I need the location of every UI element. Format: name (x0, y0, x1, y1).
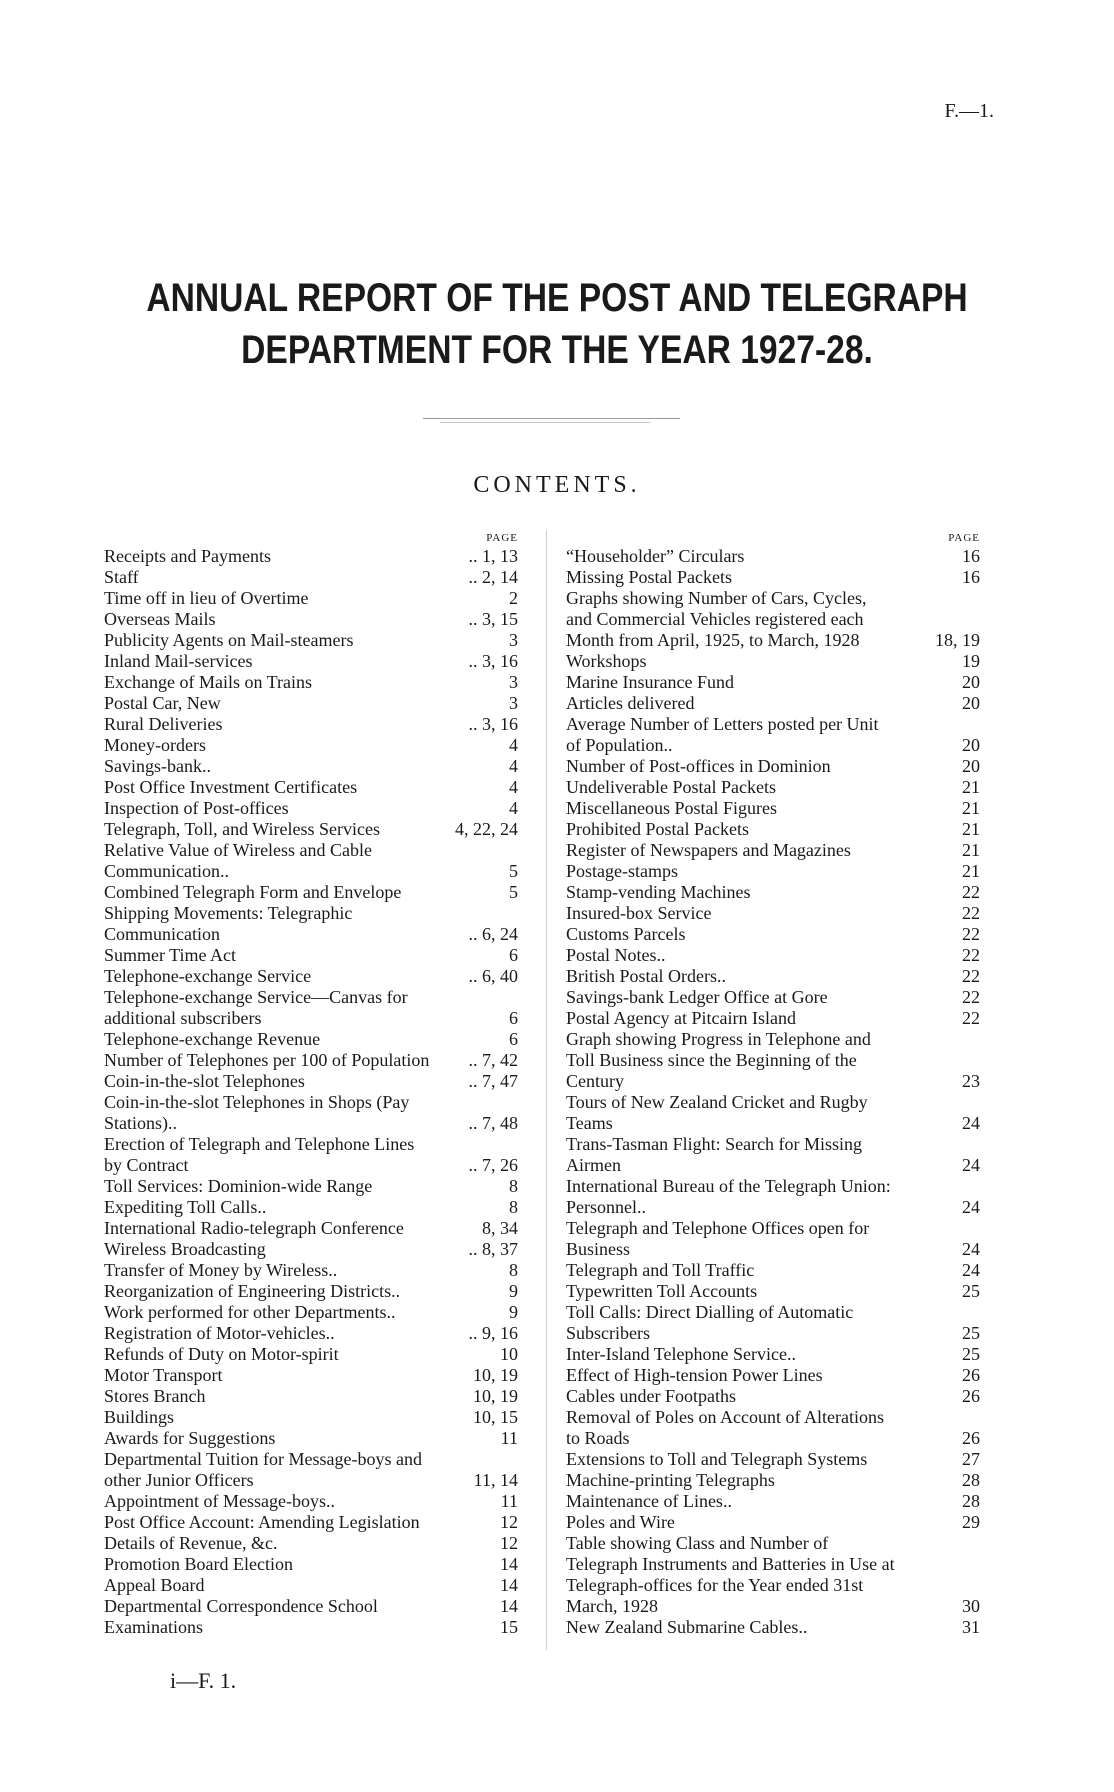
entry-title: Toll Services: Dominion-wide Range (104, 1176, 373, 1196)
entry-title: Inter-Island Telephone Service.. (566, 1344, 796, 1364)
entry-page: 8 (509, 1197, 518, 1217)
entry-title: Postage-stamps (566, 861, 678, 881)
entry-title: Savings-bank Ledger Office at Gore (566, 987, 828, 1007)
entry-page: 28 (962, 1491, 980, 1511)
contents-entry (566, 819, 980, 840)
entry-title: Motor Transport (104, 1365, 223, 1385)
entry-title: Promotion Board Election (104, 1554, 293, 1574)
entry-title: Postal Notes.. (566, 945, 666, 965)
entry-page: 25 (962, 1323, 980, 1343)
contents-entry (104, 840, 518, 882)
entry-title: Publicity Agents on Mail-steamers (104, 630, 354, 650)
column-divider (546, 530, 547, 1650)
contents-entry (566, 924, 980, 945)
entry-title: Prohibited Postal Packets (566, 819, 749, 839)
entry-title: Maintenance of Lines.. (566, 1491, 732, 1511)
page-column-heading: PAGE (948, 532, 980, 544)
entry-page: 10, 15 (473, 1407, 518, 1427)
entry-page: .. 7, 42 (468, 1050, 518, 1070)
contents-entry (104, 966, 518, 987)
contents-entry (566, 567, 980, 588)
contents-entry (566, 714, 980, 756)
contents-entry (566, 1533, 980, 1617)
contents-entry (566, 756, 980, 777)
entry-title: Reorganization of Engineering Districts.. (104, 1281, 401, 1301)
contents-entry (566, 1281, 980, 1302)
entry-title: British Postal Orders.. (566, 966, 726, 986)
entry-title: Miscellaneous Postal Figures (566, 798, 777, 818)
entry-title: Refunds of Duty on Motor-spirit (104, 1344, 339, 1364)
entry-page: 24 (962, 1260, 980, 1280)
contents-entry (104, 588, 518, 609)
entry-title: Post Office Investment Certificates (104, 777, 358, 797)
entry-title: Buildings (104, 1407, 175, 1427)
entry-page: 29 (962, 1512, 980, 1532)
contents-entry (104, 882, 518, 903)
decorative-rule (423, 418, 680, 419)
page-reference: F.—1. (944, 100, 994, 122)
contents-entry (566, 1029, 980, 1092)
entry-title: Stores Branch (104, 1386, 206, 1406)
contents-entry (104, 1239, 518, 1260)
contents-entry (566, 1218, 980, 1260)
contents-entry (104, 1533, 518, 1554)
entry-title: Coin-in-the-slot Telephones (104, 1071, 305, 1091)
entry-title: Expediting Toll Calls.. (104, 1197, 267, 1217)
contents-entry (104, 651, 518, 672)
entry-page: 22 (962, 903, 980, 923)
entry-page: 23 (962, 1071, 980, 1091)
entry-page: 21 (962, 819, 980, 839)
entry-title: Telephone-exchange Service—Canvas for additional subscribers (104, 987, 408, 1028)
entry-title: Graphs showing Number of Cars, Cycles, and Commercial Vehicles registered each Month from April, 1925, to March, 1928 (566, 588, 867, 650)
entry-page: 16 (962, 546, 980, 566)
entry-page: 19 (962, 651, 980, 671)
entry-title: Marine Insurance Fund (566, 672, 734, 692)
contents-entry (104, 756, 518, 777)
entry-page: 5 (509, 861, 518, 881)
entry-title: Coin-in-the-slot Telephones in Shops (Pay Stations).. (104, 1092, 410, 1133)
contents-heading: CONTENTS. (473, 472, 641, 498)
entry-title: New Zealand Submarine Cables.. (566, 1617, 808, 1637)
entry-title: Workshops (566, 651, 647, 671)
entry-page: .. 2, 14 (468, 567, 518, 587)
contents-entry (104, 1386, 518, 1407)
entry-page: 20 (962, 735, 980, 755)
entry-page: 4 (509, 777, 518, 797)
entry-page: 12 (500, 1512, 518, 1532)
entry-page: 5 (509, 882, 518, 902)
contents-entry (104, 1428, 518, 1449)
contents-entry (104, 1197, 518, 1218)
contents-entry (566, 1617, 980, 1638)
entry-title: Postal Agency at Pitcairn Island (566, 1008, 796, 1028)
contents-entry (104, 1512, 518, 1533)
contents-entry (104, 546, 518, 567)
contents-entry (104, 567, 518, 588)
contents-entry (104, 1218, 518, 1239)
entry-title: Average Number of Letters posted per Unit of Population.. (566, 714, 879, 755)
entry-page: 22 (962, 924, 980, 944)
entry-title: Table showing Class and Number of Telegraph Instruments and Batteries in Use at Telegraph-offices for the Year ended 31st March, 1928 (566, 1533, 895, 1616)
entry-page: 22 (962, 987, 980, 1007)
entry-title: Extensions to Toll and Telegraph Systems (566, 1449, 868, 1469)
entry-page: 11, 14 (473, 1470, 518, 1490)
entry-title: Departmental Correspondence School (104, 1596, 378, 1616)
entry-page: 10 (500, 1344, 518, 1364)
entry-title: Inland Mail-services (104, 651, 253, 671)
contents-entry (566, 903, 980, 924)
contents-entry (104, 609, 518, 630)
entry-page: .. 3, 16 (468, 651, 518, 671)
entry-page: 8 (509, 1176, 518, 1196)
contents-entry (566, 1344, 980, 1365)
entry-title: Work performed for other Departments.. (104, 1302, 396, 1322)
contents-entry (104, 1575, 518, 1596)
contents-entry (104, 1344, 518, 1365)
entry-page: 10, 19 (473, 1386, 518, 1406)
entry-title: Tours of New Zealand Cricket and Rugby Teams (566, 1092, 868, 1133)
entry-page: 21 (962, 777, 980, 797)
entry-title: Missing Postal Packets (566, 567, 733, 587)
entry-title: Examinations (104, 1617, 203, 1637)
contents-entry (566, 1176, 980, 1218)
entry-title: Customs Parcels (566, 924, 686, 944)
entry-title: Transfer of Money by Wireless.. (104, 1260, 338, 1280)
contents-entry (566, 798, 980, 819)
entry-title: International Radio-telegraph Conference (104, 1218, 404, 1238)
entry-page: 14 (500, 1575, 518, 1595)
entry-title: Staff (104, 567, 139, 587)
entry-title: Telegraph and Telephone Offices open for Business (566, 1218, 870, 1259)
contents-entry (104, 1617, 518, 1638)
entry-page: .. 3, 16 (468, 714, 518, 734)
contents-entry (566, 861, 980, 882)
entry-page: 24 (962, 1113, 980, 1133)
entry-page: 6 (509, 1029, 518, 1049)
decorative-rule (440, 422, 650, 423)
entry-page: 6 (509, 1008, 518, 1028)
entry-page: 26 (962, 1386, 980, 1406)
entry-page: .. 9, 16 (468, 1323, 518, 1343)
contents-entry (104, 903, 518, 945)
contents-entry (566, 1512, 980, 1533)
report-title-line-2: DEPARTMENT FOR THE YEAR 1927-28. (241, 328, 873, 372)
entry-page: 16 (962, 567, 980, 587)
contents-entry (566, 1092, 980, 1134)
report-title-line-1: ANNUAL REPORT OF THE POST AND TELEGRAPH (146, 276, 968, 320)
contents-entry (566, 882, 980, 903)
contents-entry (104, 945, 518, 966)
entry-title: Telegraph and Toll Traffic (566, 1260, 755, 1280)
entry-page: 25 (962, 1344, 980, 1364)
entry-title: Toll Calls: Direct Dialling of Automatic Subscribers (566, 1302, 854, 1343)
entry-page: 31 (962, 1617, 980, 1637)
entry-page: 9 (509, 1302, 518, 1322)
contents-entry (104, 630, 518, 651)
entry-page: 28 (962, 1470, 980, 1490)
entry-title: Money-orders (104, 735, 206, 755)
entry-title: Receipts and Payments (104, 546, 271, 566)
entry-page: 24 (962, 1155, 980, 1175)
entry-page: 20 (962, 756, 980, 776)
entry-page: 20 (962, 693, 980, 713)
contents-entry (104, 1491, 518, 1512)
entry-title: Rural Deliveries (104, 714, 223, 734)
contents-entry (104, 987, 518, 1029)
entry-title: Machine-printing Telegraphs (566, 1470, 775, 1490)
contents-entry (566, 1386, 980, 1407)
entry-title: Combined Telegraph Form and Envelope (104, 882, 402, 902)
entry-page: 14 (500, 1596, 518, 1616)
contents-entry (566, 840, 980, 861)
entry-page: .. 1, 13 (468, 546, 518, 566)
contents-entry (104, 1134, 518, 1176)
entry-page: .. 3, 15 (468, 609, 518, 629)
contents-entry (566, 1407, 980, 1449)
entry-title: Insured-box Service (566, 903, 712, 923)
entry-title: Shipping Movements: Telegraphic Communication (104, 903, 353, 944)
entry-title: Exchange of Mails on Trains (104, 672, 312, 692)
contents-entry (104, 819, 518, 840)
entry-page: 24 (962, 1239, 980, 1259)
contents-entry (104, 798, 518, 819)
entry-page: 11 (500, 1428, 518, 1448)
contents-entry (104, 1554, 518, 1575)
report-title (89, 272, 1025, 376)
entry-title: Telephone-exchange Revenue (104, 1029, 321, 1049)
contents-entry (566, 1302, 980, 1344)
entry-page: 22 (962, 1008, 980, 1028)
entry-title: Postal Car, New (104, 693, 221, 713)
contents-entry (104, 735, 518, 756)
contents-entry (566, 1008, 980, 1029)
entry-page: 30 (962, 1596, 980, 1616)
contents-entry (566, 546, 980, 567)
entry-page: 26 (962, 1428, 980, 1448)
contents-entry (566, 1449, 980, 1470)
entry-title: Relative Value of Wireless and Cable Communication.. (104, 840, 373, 881)
entry-page: 8, 34 (482, 1218, 518, 1238)
contents-list-right (566, 546, 980, 1638)
contents-entry (104, 1449, 518, 1491)
contents-entry (104, 1302, 518, 1323)
entry-page: 6 (509, 945, 518, 965)
contents-entry (566, 651, 980, 672)
entry-title: Register of Newspapers and Magazines (566, 840, 851, 860)
entry-page: 12 (500, 1533, 518, 1553)
contents-entry (566, 672, 980, 693)
contents-entry (104, 1029, 518, 1050)
contents-entry (104, 1050, 518, 1071)
contents-entry (566, 1260, 980, 1281)
contents-entry (566, 987, 980, 1008)
entry-page: .. 7, 26 (468, 1155, 518, 1175)
entry-title: Cables under Footpaths (566, 1386, 736, 1406)
contents-list-left (104, 546, 518, 1638)
entry-page: 22 (962, 882, 980, 902)
entry-title: Telephone-exchange Service (104, 966, 312, 986)
entry-title: Time off in lieu of Overtime (104, 588, 309, 608)
entry-title: Telegraph, Toll, and Wireless Services (104, 819, 381, 839)
contents-entry (104, 693, 518, 714)
entry-page: 3 (509, 672, 518, 692)
entry-page: .. 7, 47 (468, 1071, 518, 1091)
entry-page: 20 (962, 672, 980, 692)
entry-title: Appointment of Message-boys.. (104, 1491, 335, 1511)
contents-entry (566, 1491, 980, 1512)
entry-title: Poles and Wire (566, 1512, 675, 1532)
entry-title: “Householder” Circulars (566, 546, 745, 566)
entry-page: 18, 19 (935, 630, 980, 650)
entry-title: Number of Telephones per 100 of Population (104, 1050, 430, 1070)
contents-entry (104, 1281, 518, 1302)
entry-page: 21 (962, 798, 980, 818)
contents-entry (104, 777, 518, 798)
contents-entry (104, 1176, 518, 1197)
entry-page: 4 (509, 735, 518, 755)
entry-page: .. 8, 37 (468, 1239, 518, 1259)
page-column-heading: PAGE (486, 532, 518, 544)
contents-entry (566, 777, 980, 798)
contents-entry (104, 1260, 518, 1281)
entry-page: 22 (962, 966, 980, 986)
entry-title: Number of Post-offices in Dominion (566, 756, 831, 776)
entry-page: 3 (509, 693, 518, 713)
contents-entry (104, 1365, 518, 1386)
entry-page: 2 (509, 588, 518, 608)
entry-page: 4 (509, 798, 518, 818)
contents-entry (104, 1323, 518, 1344)
entry-page: 8 (509, 1260, 518, 1280)
entry-page: 9 (509, 1281, 518, 1301)
entry-page: 21 (962, 840, 980, 860)
contents-entry (566, 1365, 980, 1386)
entry-page: 25 (962, 1281, 980, 1301)
entry-title: Overseas Mails (104, 609, 216, 629)
entry-title: Details of Revenue, &c. (104, 1533, 278, 1553)
entry-page: 14 (500, 1554, 518, 1574)
entry-title: Post Office Account: Amending Legislation (104, 1512, 420, 1532)
entry-title: Registration of Motor-vehicles.. (104, 1323, 335, 1343)
entry-title: Summer Time Act (104, 945, 237, 965)
contents-entry (566, 1470, 980, 1491)
entry-page: 3 (509, 630, 518, 650)
entry-title: Stamp-vending Machines (566, 882, 751, 902)
contents-entry (104, 672, 518, 693)
contents-entry (104, 714, 518, 735)
entry-page: .. 7, 48 (468, 1113, 518, 1133)
entry-title: Appeal Board (104, 1575, 205, 1595)
entry-page: .. 6, 40 (468, 966, 518, 986)
entry-page: 22 (962, 945, 980, 965)
contents-entry (104, 1092, 518, 1134)
contents-left-column (104, 530, 518, 1638)
entry-title: Wireless Broadcasting (104, 1239, 266, 1259)
contents-entry (104, 1407, 518, 1428)
entry-page: 10, 19 (473, 1365, 518, 1385)
entry-title: Inspection of Post-offices (104, 798, 289, 818)
entry-page: 21 (962, 861, 980, 881)
footer-reference: i—F. 1. (170, 1668, 237, 1693)
contents-entry (104, 1596, 518, 1617)
entry-title: Awards for Suggestions (104, 1428, 276, 1448)
entry-page: 26 (962, 1365, 980, 1385)
entry-title: Savings-bank.. (104, 756, 211, 776)
entry-page: 15 (500, 1617, 518, 1637)
entry-page: 4 (509, 756, 518, 776)
entry-page: 4, 22, 24 (455, 819, 518, 839)
contents-entry (566, 588, 980, 651)
contents-entry (104, 1071, 518, 1092)
entry-page: 11 (500, 1491, 518, 1511)
entry-page: .. 6, 24 (468, 924, 518, 944)
entry-title: Departmental Tuition for Message-boys and other Junior Officers (104, 1449, 422, 1490)
contents-entry (566, 693, 980, 714)
contents-entry (566, 945, 980, 966)
entry-page: 24 (962, 1197, 980, 1217)
contents-right-column (566, 530, 980, 1638)
entry-title: Undeliverable Postal Packets (566, 777, 776, 797)
entry-title: Removal of Poles on Account of Alterations to Roads (566, 1407, 884, 1448)
entry-title: Trans-Tasman Flight: Search for Missing Airmen (566, 1134, 863, 1175)
contents-entry (566, 966, 980, 987)
entry-title: International Bureau of the Telegraph Union: Personnel.. (566, 1176, 891, 1217)
entry-title: Graph showing Progress in Telephone and Toll Business since the Beginning of the Century (566, 1029, 871, 1091)
contents-entry (566, 1134, 980, 1176)
entry-title: Articles delivered (566, 693, 695, 713)
entry-page: 27 (962, 1449, 980, 1469)
entry-title: Effect of High-tension Power Lines (566, 1365, 823, 1385)
entry-title: Typewritten Toll Accounts (566, 1281, 758, 1301)
entry-title: Erection of Telegraph and Telephone Lines by Contract (104, 1134, 415, 1175)
